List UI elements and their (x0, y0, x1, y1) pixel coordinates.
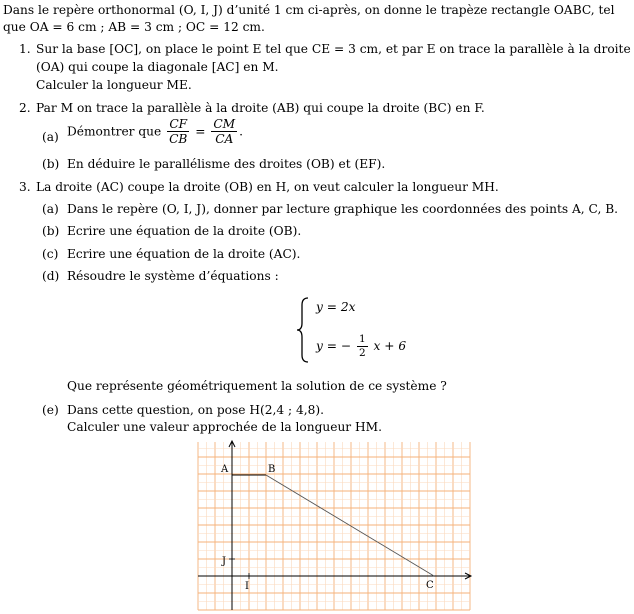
fraction-denominator: CB (169, 132, 188, 147)
q3-number: 3. (19, 180, 31, 194)
fraction-numerator: 1 (358, 333, 366, 345)
q1-line-3: Calculer la longueur ME. (36, 78, 192, 92)
q2a-text: Démontrer que (67, 124, 162, 139)
label-i: I (245, 581, 249, 592)
label-b: B (268, 464, 276, 475)
q1-line-2: (OA) qui coupe la diagonale [AC] en M. (36, 60, 279, 74)
equals-sign: = (195, 124, 206, 139)
fraction-cf-cb (167, 118, 189, 145)
q3c-label: (c) (42, 247, 59, 261)
fraction-denominator: CA (215, 132, 234, 147)
q3a-label: (a) (42, 202, 59, 216)
fraction-one-half (357, 334, 368, 358)
q2b-label: (b) (42, 157, 60, 171)
eq2-end: x + 6 (373, 338, 407, 353)
q3b-label: (b) (42, 224, 60, 238)
q3a-text: Dans le repère (O, I, J), donner par lecture graphique les coordonnées des points A, C, B. (67, 202, 619, 216)
label-c: C (426, 580, 434, 591)
system-equation-2 (316, 334, 406, 358)
q2a-label: (a) (42, 130, 59, 144)
q3b-text: Ecrire une équation de la droite (OB). (67, 224, 302, 238)
q3d-text: Résoudre le système d’équations : (67, 269, 279, 283)
system-brace (296, 297, 310, 363)
fraction-numerator: CM (213, 117, 236, 131)
trapezoid-figure (190, 438, 480, 614)
period: . (239, 124, 244, 139)
fraction-cm-ca (211, 118, 237, 145)
q3e-label: (e) (42, 403, 59, 417)
q3e-text-2: Calculer une valeur approchée de la longueur HM. (67, 420, 382, 434)
fraction-denominator: 2 (358, 346, 366, 359)
label-a: A (221, 464, 229, 475)
q3e-text-1: Dans cette question, on pose H(2,4 ; 4,8). (67, 403, 324, 417)
q2-line-1: Par M on trace la parallèle à la droite (AB) qui coupe la droite (BC) en F. (36, 101, 485, 115)
q3-line-1: La droite (AC) coupe la droite (OB) en H, on veut calculer la longueur MH. (36, 180, 499, 194)
q1-line-1: Sur la base [OC], on place le point E tel que CE = 3 cm, et par E on trace la parallèle à la droite (36, 42, 631, 56)
q2a-statement (67, 118, 243, 145)
q3c-text: Ecrire une équation de la droite (AC). (67, 247, 301, 261)
eq2-start: y = − (316, 338, 352, 353)
label-j: J (222, 556, 227, 567)
system-equation-1: y = 2x (316, 300, 356, 314)
q3d-question: Que représente géométriquement la solution de ce système ? (67, 379, 447, 393)
intro-line-1: Dans le repère orthonormal (O, I, J) d’unité 1 cm ci-après, on donne le trapèze rectangle OABC, tel (3, 3, 615, 17)
fraction-numerator: CF (167, 118, 189, 132)
q3d-label: (d) (42, 269, 60, 283)
q2-number: 2. (19, 101, 31, 115)
intro-line-2: que OA = 6 cm ; AB = 3 cm ; OC = 12 cm. (3, 20, 265, 34)
q2b-text: En déduire le parallélisme des droites (OB) et (EF). (67, 157, 386, 171)
q1-number: 1. (19, 42, 31, 56)
